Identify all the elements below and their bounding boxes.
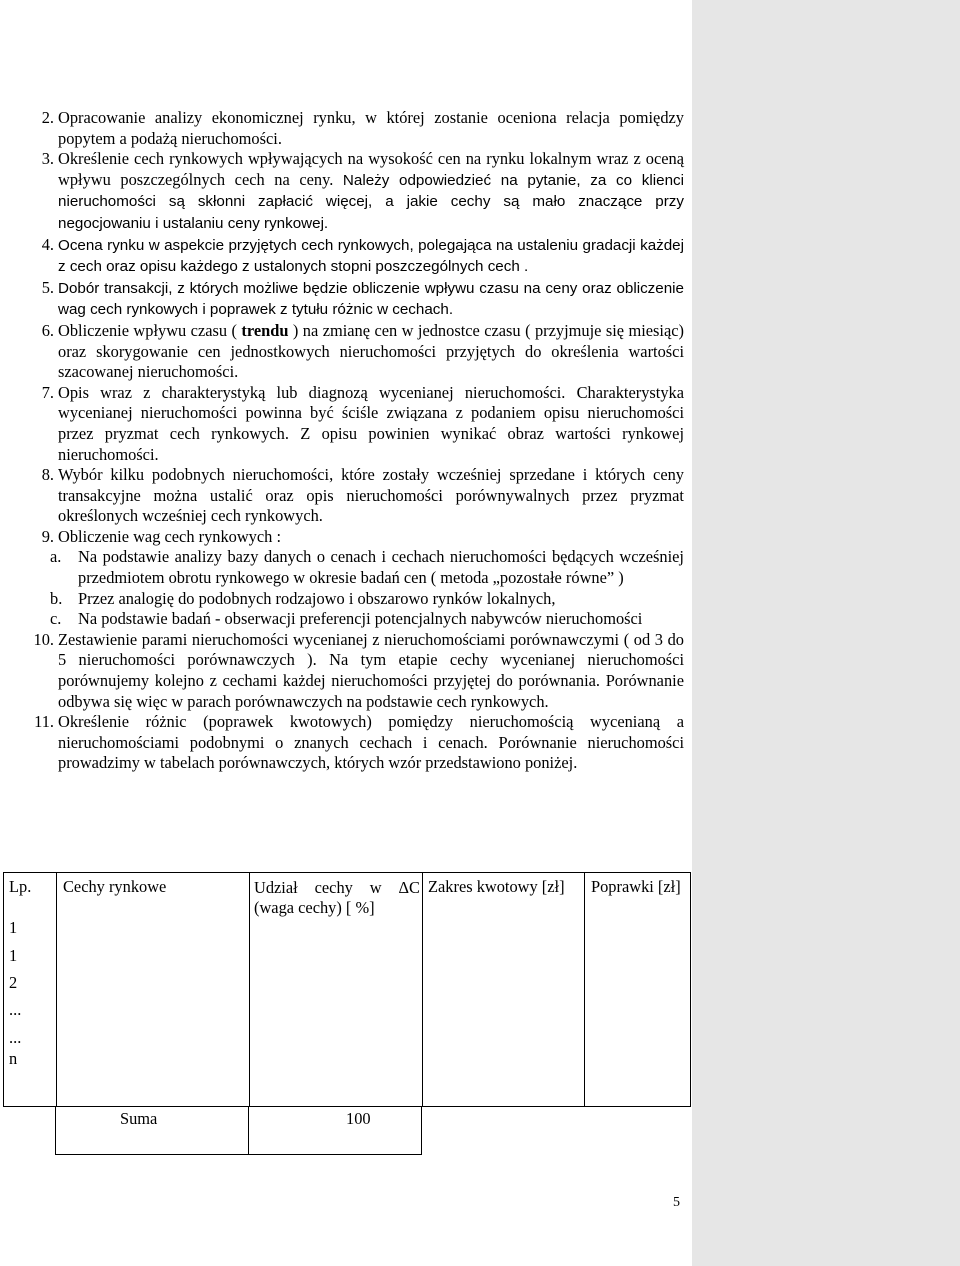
numbered-list: [24, 108, 684, 774]
list-item-number: 8.: [41, 465, 54, 485]
list-item: [24, 149, 684, 234]
list-item-text: Ocena rynku w aspekcie przyjętych cech rynkowych, polegająca na ustaleniu gradacji każdej z cech oraz opisu każdego z ustalonych stopni poszczególnych cech .: [58, 236, 684, 276]
page-number: 5: [673, 1195, 680, 1210]
table-divider: [584, 873, 585, 1106]
sub-list-text: Na podstawie analizy bazy danych o cenach i cechach nieruchomości będących wcześniej przedmiotem obrotu rynkowego w okresie badań cen ( metoda „pozostałe równe” ): [78, 547, 684, 588]
list-item-text: trendu: [241, 320, 289, 340]
list-item: [24, 235, 684, 278]
list-item-number: 7.: [41, 382, 54, 402]
sub-list-text: Na podstawie badań - obserwacji preferencji potencjalnych nabywców nieruchomości: [78, 609, 643, 629]
lp-cell: ...: [9, 1000, 22, 1019]
list-item-text: ) na zmianę cen w jednostce czasu ( przyjmuje się miesiąc) oraz skorygowanie cen jednostkowych nieruchomości przyjętych do określenia wartości szacowanej nieruchomości.: [58, 320, 684, 382]
sub-list-item: [24, 589, 684, 610]
sub-list-item: [24, 547, 684, 588]
list-item: [24, 278, 684, 321]
list-item-number: 5.: [41, 277, 54, 297]
header-cechy: Cechy rynkowe: [63, 877, 167, 896]
list-item: [24, 321, 684, 383]
header-udzial-line2: (waga cechy) [ %]: [254, 898, 375, 917]
list-item: [24, 383, 684, 465]
list-item: [24, 108, 684, 149]
list-item-number: 11.: [34, 712, 54, 732]
list-item-number: 3.: [41, 149, 54, 169]
lp-cell: n: [9, 1049, 18, 1068]
table-divider: [249, 873, 250, 1106]
list-item-text: Opis wraz z charakterystyką lub diagnozą wycenianej nieruchomości. Charakterystyka wycenianej nieruchomości powinna być ściśle związana z podaniem opisu nieruchomości przez pryzmat cech rynkowych. Z opisu powinien wynikać obraz wartości rynkowej nieruchomości.: [58, 382, 684, 464]
sub-list-letter: a.: [50, 547, 62, 567]
suma-label: Suma: [120, 1109, 158, 1128]
lp-cell: 1: [9, 946, 18, 965]
header-poprawki: Poprawki [zł]: [591, 877, 681, 896]
comparison-table: [3, 872, 691, 1107]
header-udzial: [254, 878, 420, 918]
list-item: [24, 712, 684, 774]
list-item-text: Opracowanie analizy ekonomicznej rynku, w której zostanie oceniona relacja pomiędzy popytem a podażą nieruchomości.: [58, 108, 684, 148]
list-item-number: 2.: [41, 108, 54, 127]
lp-cell: 2: [9, 973, 18, 992]
sub-list-letter: c.: [50, 609, 62, 629]
header-zakres: Zakres kwotowy [zł]: [428, 877, 565, 896]
table-divider: [422, 873, 423, 1106]
suma-value: 100: [346, 1109, 371, 1128]
table-footer-value-cell: [248, 1107, 422, 1155]
list-item-text: Obliczenie wag cech rynkowych :: [58, 526, 282, 546]
list-item: [24, 465, 684, 527]
list-item-number: 4.: [41, 234, 54, 254]
list-item-text: Dobór transakcji, z których możliwe będzie obliczenie wpływu czasu na ceny oraz obliczenie wag cech rynkowych i poprawek z tytułu różnic w cechach.: [58, 279, 684, 319]
sub-list-item: [24, 609, 684, 630]
sub-list-letter: b.: [50, 588, 63, 608]
lp-cell: 1: [9, 918, 18, 937]
header-lp: Lp.: [9, 877, 32, 896]
sub-list-text: Przez analogię do podobnych rodzajowo i obszarowo rynków lokalnych,: [78, 588, 556, 608]
list-item-number: 9.: [41, 526, 54, 546]
list-item-text: Wybór kilku podobnych nieruchomości, które zostały wcześniej sprzedane i których ceny transakcyjne można ustalić oraz opis nieruchomości porównywalnych przez pryzmat określonych wcześniej cech rynkowych.: [58, 465, 684, 526]
comment-margin: [692, 0, 960, 1266]
header-udzial-line1: Udział cechy w ΔC: [254, 878, 420, 897]
sub-list: [24, 547, 684, 629]
list-item-text: Należy odpowiedzieć na pytanie, za co klienci nieruchomości są skłonni zapłacić więcej, a jakie cechy są mało znaczące przy negocjowaniu i ustalaniu ceny rynkowej.: [58, 171, 684, 232]
list-item-text: Obliczenie wpływu czasu (: [58, 320, 242, 340]
table-divider: [56, 873, 57, 1106]
list-item-text: Określenie cech rynkowych wpływających na wysokość cen na rynku lokalnym wraz z oceną wpływu poszczególnych cech na ceny.: [58, 149, 684, 189]
lp-cell: ...: [9, 1028, 22, 1047]
list-item: [24, 630, 684, 712]
list-item-number: 10.: [33, 629, 54, 649]
list-item-text: Określenie różnic (poprawek kwotowych) pomiędzy nieruchomością wycenianą a nieruchomościami podobnymi o znanych cechach i cenach. Porównanie nieruchomości prowadzimy w tabelach porównawczych, których wzór przedstawiono poniżej.: [58, 712, 684, 773]
list-item-number: 6.: [41, 320, 54, 340]
list-item-text: Zestawienie parami nieruchomości wycenianej z nieruchomościami porównawczymi ( od 3 do 5 nieruchomości porównawczych ). Na tym etapie cechy wycenianej nieruchomości porównujemy kolejno z cechami każdej nieruchomości przyjętej do porównania. Porównanie odbywa się więc w parach porównawczych na podstawie cech rynkowych.: [58, 629, 684, 711]
list-item: [24, 527, 684, 630]
